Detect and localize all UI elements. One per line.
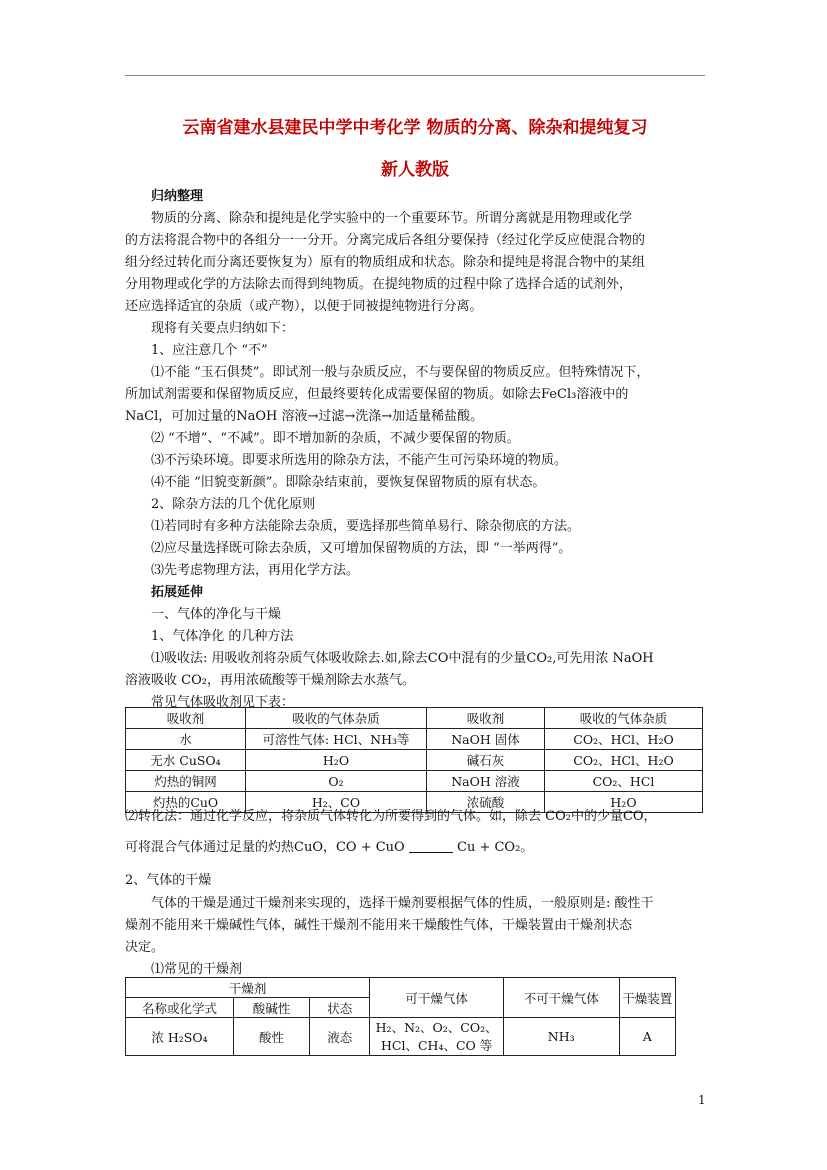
table-header: 吸收的气体杂质 bbox=[246, 708, 427, 729]
desiccant-table bbox=[125, 977, 676, 1056]
page-number: 1 bbox=[698, 1093, 706, 1107]
section-heading: 1、气体净化 的几种方法 bbox=[151, 629, 294, 644]
table-header: 名称或化学式 bbox=[126, 998, 234, 1018]
table-cell: 浓 H₂SO₄ bbox=[126, 1018, 234, 1056]
paragraph-line: 现将有关要点归纳如下： bbox=[151, 321, 295, 336]
table-cell: 碱石灰 bbox=[427, 750, 545, 771]
table-cell: 无水 CuSO₄ bbox=[126, 750, 246, 771]
table-cell: 水 bbox=[126, 729, 246, 750]
table-header: 酸碱性 bbox=[233, 998, 309, 1018]
table-header-row bbox=[126, 708, 703, 729]
paragraph-line: ⑷不能 “旧貌变新颜”。即除杂结束前，要恢复保留物质的原有状态。 bbox=[151, 475, 546, 490]
paragraph-line: ⑴若同时有多种方法能除去杂质，要选择那些简单易行、除杂彻底的方法。 bbox=[151, 519, 581, 534]
table-cell: 浓硫酸 bbox=[427, 792, 545, 813]
table-row bbox=[126, 750, 703, 771]
paragraph-line: ⑴常见的干燥剂 bbox=[151, 962, 243, 977]
heading-summary: 归纳整理 bbox=[151, 189, 204, 204]
title-line-1: 云南省建水县建民中学中考化学 物质的分离、除杂和提纯复习 bbox=[182, 118, 648, 138]
table-cell: H₂、CO bbox=[246, 792, 427, 813]
table-row bbox=[126, 729, 703, 750]
equation-left: 可将混合气体通过足量的灼热CuO，CO + CuO bbox=[125, 840, 405, 855]
table-header: 状态 bbox=[310, 998, 370, 1018]
table-cell: 液态 bbox=[310, 1018, 370, 1056]
table-cell: 可溶性气体: HCl、NH₃等 bbox=[246, 729, 427, 750]
table-cell: NH₃ bbox=[503, 1018, 619, 1056]
paragraph-line: 的方法将混合物中的各组分一一分开。分离完成后各组分要保持（经过化学反应使混合物的 bbox=[125, 233, 646, 248]
paragraph-line: 还应选择适宜的杂质（或产物），以便于同被提纯物进行分离。 bbox=[125, 299, 483, 314]
equation-blank bbox=[409, 842, 453, 853]
paragraph-line: ⑵ “不增”、“不减”。即不增加新的杂质，不减少要保留的物质。 bbox=[151, 431, 520, 446]
table-header: 不可干燥气体 bbox=[503, 978, 619, 1018]
table-header: 干燥装置 bbox=[619, 978, 675, 1018]
section-heading: 2、除杂方法的几个优化原则 bbox=[151, 497, 316, 512]
paragraph-line: NaCl，可加过量的NaOH 溶液→过滤→洗涤→加适量稀盐酸。 bbox=[125, 409, 484, 424]
paragraph-line: ⑵应尽量选择既可除去杂质，又可增加保留物质的方法，即 “一举两得”。 bbox=[151, 541, 572, 556]
table-header: 吸收剂 bbox=[427, 708, 545, 729]
equation-right: Cu + CO₂。 bbox=[457, 840, 534, 855]
table-header: 吸收的气体杂质 bbox=[545, 708, 703, 729]
table-cell: O₂ bbox=[246, 771, 427, 792]
table-header-row bbox=[126, 978, 676, 998]
section-heading: 2、气体的干燥 bbox=[125, 873, 212, 888]
title-line-2: 新人教版 bbox=[381, 160, 449, 180]
paragraph-line: 所加试剂需要和保留物质反应，但最终要转化成需要保留的物质。如除去FeCl₃溶液中的 bbox=[125, 387, 629, 402]
table-cell: 酸性 bbox=[233, 1018, 309, 1056]
table-cell: 灼热的CuO bbox=[126, 792, 246, 813]
paragraph-line: 分用物理或化学的方法除去而得到纯物质。在提纯物质的过程中除了选择合适的试剂外， bbox=[125, 277, 633, 292]
table-cell: 灼热的铜网 bbox=[126, 771, 246, 792]
section-heading: 一、气体的净化与干燥 bbox=[151, 607, 282, 622]
paragraph-line: ⑴不能 “玉石俱焚”。即试剂一般与杂质反应，不与要保留的物质反应。但特殊情况下， bbox=[151, 365, 650, 380]
equation-line bbox=[125, 837, 705, 859]
table-header: 干燥剂 bbox=[126, 978, 370, 998]
table-cell: CO₂、HCl、H₂O bbox=[545, 729, 703, 750]
table-cell: H₂O bbox=[545, 792, 703, 813]
paragraph-line: ⑶不污染环境。即要求所选用的除杂方法，不能产生可污染环境的物质。 bbox=[151, 453, 568, 468]
table-header: 可干燥气体 bbox=[370, 978, 504, 1018]
header-rule bbox=[125, 75, 705, 76]
table-cell: CO₂、HCl bbox=[545, 771, 703, 792]
table-cell: NaOH 固体 bbox=[427, 729, 545, 750]
paragraph-line: 物质的分离、除杂和提纯是化学实验中的一个重要环节。所谓分离就是用物理或化学 bbox=[151, 211, 633, 226]
absorbent-table bbox=[125, 707, 703, 813]
table-row bbox=[126, 1018, 676, 1056]
paragraph-line: 燥剂不能用来干燥碱性气体，碱性干燥剂不能用来干燥酸性气体，干燥装置由干燥剂状态 bbox=[125, 918, 633, 933]
table-cell: A bbox=[619, 1018, 675, 1056]
paragraph-line: ⑵转化法：通过化学反应，将杂质气体转化为所要得到的气体。如，除去 CO₂中的少量CO， bbox=[125, 809, 657, 824]
gas-list-line: H₂、N₂、O₂、CO₂、 bbox=[375, 1019, 498, 1035]
paragraph-line: 决定。 bbox=[125, 940, 165, 955]
paragraph-line: 气体的干燥是通过干燥剂来实现的，选择干燥剂要根据气体的性质，一般原则是: 酸性干 bbox=[151, 896, 654, 911]
table-header: 吸收剂 bbox=[126, 708, 246, 729]
paragraph-line: 组分经过转化而分离还要恢复为）原有的物质组成和状态。除杂和提纯是将混合物中的某组 bbox=[125, 255, 646, 270]
heading-extension: 拓展延伸 bbox=[151, 585, 204, 600]
table-cell bbox=[370, 1018, 504, 1056]
table-cell: H₂O bbox=[246, 750, 427, 771]
table-cell: CO₂、HCl、H₂O bbox=[545, 750, 703, 771]
table-row bbox=[126, 771, 703, 792]
paragraph-line: ⑶先考虑物理方法，再用化学方法。 bbox=[151, 563, 360, 578]
paragraph-line: 常见气体吸收剂见下表： bbox=[151, 695, 295, 710]
table-cell: NaOH 溶液 bbox=[427, 771, 545, 792]
gas-list-line: HCl、CH₄、CO 等 bbox=[381, 1037, 493, 1053]
section-heading: 1、应注意几个 “不” bbox=[151, 343, 268, 358]
paragraph-line: ⑴吸收法: 用吸收剂将杂质气体吸收除去.如,除去CO中混有的少量CO₂,可先用浓 NaOH bbox=[151, 651, 654, 666]
paragraph-line: 溶液吸收 CO₂，再用浓硫酸等干燥剂除去水蒸气。 bbox=[125, 673, 415, 688]
